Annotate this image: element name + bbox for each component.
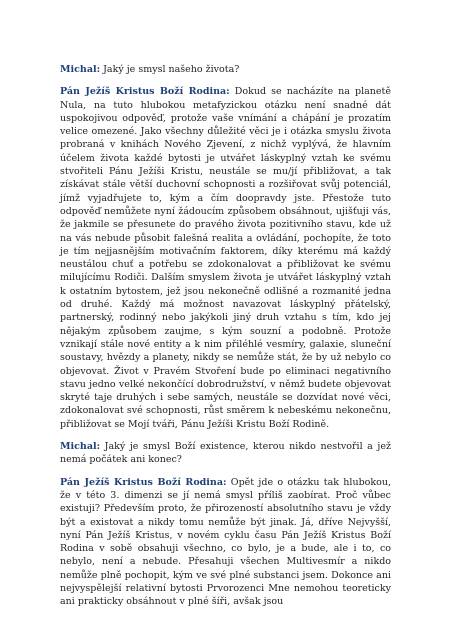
speaker-name: Michal: (60, 64, 101, 75)
paragraph-text: Jaký je smysl Boží existence, kterou nikdo nestvořil a jež nemá počátek ani konec? (60, 441, 391, 466)
dialogue-paragraph (60, 440, 391, 467)
speaker-name: Pán Ježíš Kristus Boží Rodina: (60, 476, 227, 488)
speaker-name: Michal: (60, 441, 101, 453)
dialogue-paragraph (60, 85, 391, 431)
speaker-name: Pán Ježíš Kristus Boží Rodina: (60, 86, 230, 98)
paragraph-text: Jaký je smysl našeho života? (100, 64, 240, 75)
dialogue-paragraph (60, 63, 391, 76)
dialogue-paragraph (60, 476, 391, 609)
paragraph-text: Dokud se nacházíte na planetě Nula, na tuto hlubokou metafyzickou otázku není snadné dát uspokojivou odpověď, protože vaše vnímání a chápání je prozatím velice omezené. Jako všechny důležité věci je i otázka smyslu života probraná v knihách Nového Zjevení, z nichž vyplývá, že hlavním účelem života každé bytosti je utvářet láskyplný vztah ke svému stvořiteli Pánu Ježíši Kristu, neustále se mu/jí přibližovat, a tak získávat stále větší duchovní schopnosti a rozšiřovat svůj potenciál, jímž vyjadřujete to, kým a čím doopravdy jste. Přestože tuto odpověď nemůžete nyní žádoucím způsobem obsáhnout, ujišťuji vás, že jakmile se přesunete do pravého života pozitivního stavu, kde už na vás nebude působit falešná realita a ovládání, pochopíte, že toto je tím nejjasnějším motivačním faktorem, díky kterému má každý neustálou chuť a potřebu se zdokonalovat a přibližovat ke svému milujícímu Rodiči. Dalším smyslem života je utvářet láskyplný vztah k ostatním bytostem, jež jsou nekonečně odlišné a rozmanité jedna od druhé. Každý má možnost navazovat láskyplný přátelský, partnerský, rodinný nebo jakýkoli jiný druh vztahu s tím, kdo jej nějakým způsobem zaujme, s kým souzní a podobně. Protože vznikají stále nové entity a k nim přiléhlé vesmíry, galaxie, sluneční soustavy, hvězdy a planety, nikdy se nemůže stát, že by už nebylo co objevovat. Život v Pravém Stvoření bude po eliminaci negativního stavu jedno velké nekončící dobrodružství, v němž budete objevovat skryté taje druhých i sebe samých, neustále se dozvídat nové věci, zdokonalovat své schopnosti, růst směrem k nebeskému nekonečnu, přibližovat se Mojí tváři, Pánu Ježíši Kristu Boží Rodině. (60, 86, 391, 430)
document-body (60, 63, 391, 618)
paragraph-text: Opět jde o otázku tak hlubokou, že v této 3. dimenzi se jí nemá smysl příliš zaobírat. Proč vůbec existuji? Především proto, že přirozeností absolutního stavu je vždy být a existovat a nikdy tomu nemůže být jinak. Já, dříve Nejvyšší, nyní Pán Ježíš Kristus, v novém cyklu času Pán Ježíš Kristus Boží Rodina v sobě obsahuji všechno, co bylo, je a bude, ale i to, co nebylo, není a nebude. Přesahuji všechen Multivesmír a nikdo nemůže plně pochopit, kým ve své plné substanci jsem. Dokonce ani nejvyspělejší relativní bytosti Prvorozenci Mne nemohou teoreticky ani prakticky obsáhnout v plné šíři, avšak jsou (60, 476, 392, 608)
